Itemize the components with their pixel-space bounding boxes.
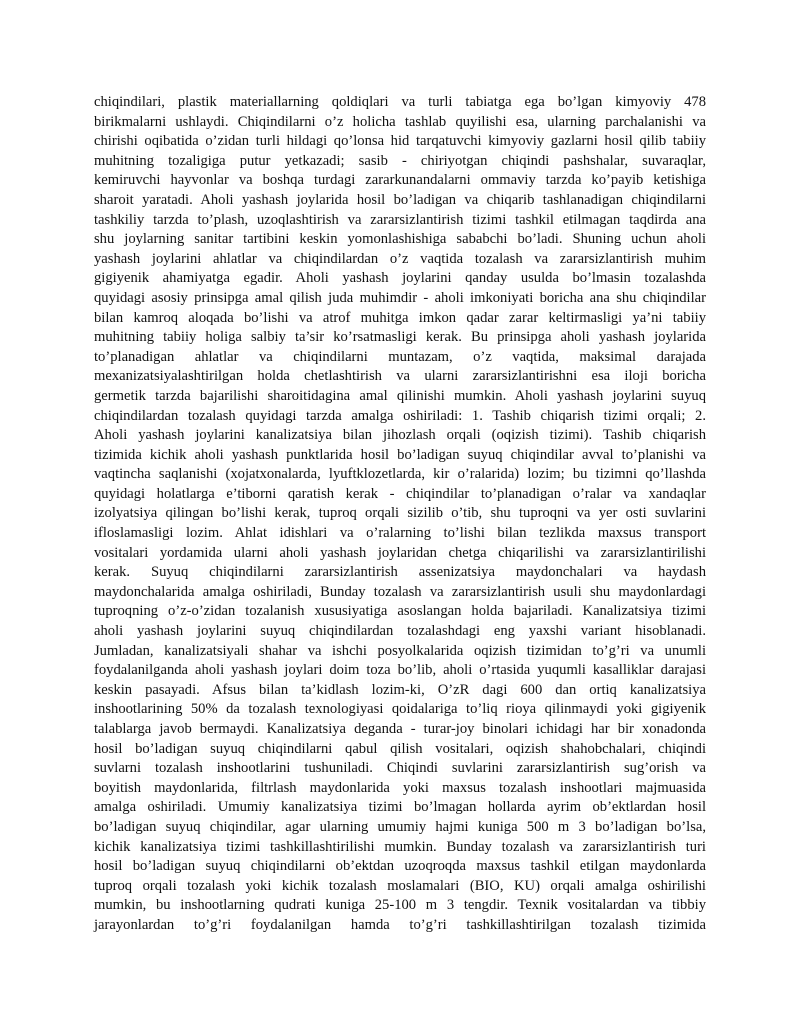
text-line: vositalari yordamida ularni aholi yashash joylaridan chetga chiqarilishi va zararsizlantirilishi <box>94 544 706 561</box>
text-line: tuproq orqali tozalash yoki kichik tozalash moslamalari (BIO, KU) orqali amalga oshirilishi <box>94 877 706 894</box>
text-line: talablarga javob bermaydi. Kanalizatsiya deganda - turar-joy binolari ichidagi har bir xonadonda <box>94 721 706 737</box>
text-line: tizimida kichik aholi yashash punktlarida hosil bo’ladigan suyuq chiqindilar avval to’planishi va <box>94 446 706 463</box>
text-line: foydalanilganda aholi yashash joylari doim toza bo’lib, aholi o’rtasida yuqumli kasalliklar darajasi <box>94 662 706 679</box>
text-line: quyidagi holatlarga e’tiborni qaratish kerak - chiqindilar to’planadigan o’ralar va xandaqlar <box>94 485 706 502</box>
text-line: germetik tarzda bajarilishi sharoitidagina amal qilinishi mumkin. Aholi yashash joylarini suyuq <box>94 387 706 404</box>
text-line: muhitning tozaligiga putur yetkazadi; sasib - chiriyotgan chiqindi pashshalar, suvaraqlar, <box>94 152 706 169</box>
text-line: kemiruvchi hayvonlar va boshqa turdagi zararkunandalarni ommaviy tarzda ko’payib ketishiga <box>94 172 706 189</box>
text-line: gigiyenik ahamiyatga egadir. Aholi yashash joylarini qanday usulda bo’lmasin tozalashda <box>94 270 706 287</box>
text-line: amalga oshiriladi. Umumiy kanalizatsiya tizimi bo’lmagan hollarda ayrim ob’ektlardan hosil <box>94 799 706 816</box>
body-text <box>94 93 706 936</box>
text-line: mumkin, bu inshootlarning qudrati kuniga 25-100 m 3 tengdir. Texnik vositalardan va tibbiy <box>94 897 706 914</box>
text-line: aholi yashash joylarini suyuq chiqindilardan tozalashdagi eng yaxshi variant hisoblanadi. <box>94 623 706 640</box>
text-line: inshootlarining 50% da tozalash texnologiyasi qoidalariga to’liq rioya qilinmaydi yoki gigiyenik <box>94 701 706 718</box>
text-line: shu joylarning sanitar tartibini keskin yomonlashishiga sababchi bo’ladi. Shuning uchun aholi <box>94 231 706 248</box>
text-line: jarayonlardan to’g’ri foydalanilgan hamda to’g’ri tashkillashtirilgan tozalash tizimida <box>94 916 706 933</box>
text-line: birikmalarni ushlaydi. Chiqindilarni o’z holicha tashlab quyilishi esa, ularning parchalanishi va <box>94 113 706 130</box>
text-line: yashash joylarini ahlatlar va chiqindilardan o’z vaqtida tozalash va zararsizlantirish muhim <box>94 250 706 267</box>
text-line: hosil bo’ladigan suyuq chiqindilarni qabul qilish vositalari, oqizish shahobchalari, chiqindi <box>94 740 706 757</box>
text-line: kerak. Suyuq chiqindilarni zararsizlantirish assenizatsiya maydonchalari va haydash <box>94 564 706 581</box>
text-line: vaqtincha saqlanishi (xojatxonalarda, lyuftklozetlarda, kir o’ralarida) lozim; bu tizimni qo’llashda <box>94 466 706 483</box>
text-line: suvlarni tozalash inshootlarini tushuniladi. Chiqindi suvlarini zararsizlantirish sug’orish va <box>94 760 706 777</box>
text-line: chiqindilardan tozalash quyidagi tarzda amalga oshiriladi: 1. Tashib chiqarish tizimi orqali; 2. <box>94 407 706 424</box>
text-line: boyitish maydonlarida, filtrlash maydonlarida yoki maxsus tozalash inshootlari majmuasida <box>94 779 706 796</box>
text-line: hosil bo’ladigan suyuq chiqindilarni ob’ektdan uzoqroqda maxsus tashkil etilgan maydonlarda <box>94 858 706 875</box>
text-line: quyidagi asosiy prinsipga amal qilish juda muhimdir - aholi imkoniyati boricha ana shu chiqindilar <box>94 289 706 306</box>
text-line: mexanizatsiyalashtirilgan holda chetlashtirish va ularni zararsizlantirishni esa iloji boricha <box>94 368 706 385</box>
text-line: bilan kamroq aloqada bo’lishi va atrof muhitga imkon qadar zarar keltirmasligi ya’ni tabiiy <box>94 309 706 326</box>
text-line: tashkiliy tarzda to’plash, uzoqlashtirish va zararsizlantirish tizimi tashkil etilmagan taqdirda ana <box>94 211 706 228</box>
text-line: keskin pasayadi. Afsus bilan ta’kidlash lozim-ki, O’zR dagi 600 dan ortiq kanalizatsiya <box>94 681 706 698</box>
text-line: sharoit yaratadi. Aholi yashash joylarida hosil bo’ladigan va chiqarib tashlanadigan chiqindilarni <box>94 191 706 208</box>
text-line: bo’ladigan suyuq chiqindilar, agar ularning umumiy hajmi kuniga 500 m 3 bo’ladigan bo’lsa, <box>94 818 706 835</box>
text-line: to’planadigan ahlatlar va chiqindilarni muntazam, o’z vaqtida, maksimal darajada <box>94 348 706 365</box>
text-line: izolyatsiya qilingan bo’lishi kerak, tuproq orqali sizilib o’tib, shu tuproqni va yer osti suvlarini <box>94 505 706 522</box>
text-line: ifloslamasligi lozim. Ahlat idishlari va o’ralarning to’lishi bilan tezlikda maxsus transport <box>94 525 706 542</box>
text-line: Aholi yashash joylarini kanalizatsiya bilan jihozlash orqali (oqizish tizimi). Tashib chiqarish <box>94 427 706 444</box>
text-line: maydonchalarida amalga oshiriladi, Bunday tozalash va zararsizlantirish usuli shu maydonlardagi <box>94 583 706 600</box>
text-line: chirishi oqibatida o’zidan turli hildagi qo’lonsa hid tarqatuvchi kimyoviy gazlarni hosil qilib tabiiy <box>94 133 706 150</box>
text-line: Jumladan, kanalizatsiyali shahar va ishchi posyolkalarida oqizish tizimidan to’g’ri va unumli <box>94 642 706 659</box>
text-line: kichik kanalizatsiya tizimi tashkillashtirilishi mumkin. Bunday tozalash va zararsizlantirish turi <box>94 838 706 855</box>
text-line: tuproqning o’z-o’zidan tozalanish xususiyatiga asoslangan holda bajariladi. Kanalizatsiya tizimi <box>94 603 706 620</box>
text-line: chiqindilari, plastik materiallarning qoldiqlari va turli tabiatga ega bo’lgan kimyoviy 478 <box>94 94 706 110</box>
text-line: muhitning tabiiy holiga salbiy ta’sir ko’rsatmasligi kerak. Bu prinsipga aholi yashash joylarida <box>94 329 706 346</box>
